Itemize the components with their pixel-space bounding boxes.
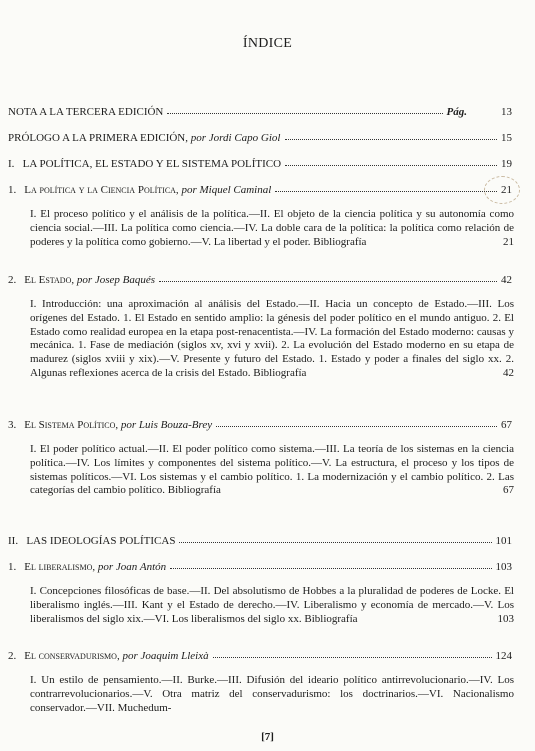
summary-text: I. Introducción: una aproximación al análisis del Estado.—II. Hacia un concepto de Estado.—III. Los orígenes del Estado. 1. El Estado en sentido amplio: la génesis del poder político en el mundo antiguo. 2. El Estado como realidad europea en la etapa post-renacentista.—IV. La formación del Estado moderno: causas y mecánica. 1. Fase de mediación (siglos xv, xvi y xvii). 2. La evolución del Estado moderno en su etapa de madurez (siglos xviii y xix).—V. Presente y futuro del Estado. 1. Estado y poder a finales del siglo xx. 2. Algunas reflexiones acerca de la crisis del Estado. Bibliografía <box>30 298 514 379</box>
entry-page: 42 <box>501 274 512 286</box>
entry-page: 19 <box>501 158 512 170</box>
chapter-author: por Josep Baqués <box>76 274 156 286</box>
pencil-circle-mark <box>484 176 520 204</box>
dot-leader <box>216 417 497 427</box>
summary-text: I. Un estilo de pensamiento.—II. Burke.—III. Difusión del ideario político antirrevolucionario.—IV. Los contrarrevolucionarios.—V. Otra matriz del conservadurismo: los doctrinarios.—VI. Nacionalismo conservador.—VII. Muchedum- <box>30 674 514 714</box>
chapter-liberalismo-summary <box>30 585 514 626</box>
toc-part-2 <box>8 533 512 549</box>
entry-page: 101 <box>495 535 512 547</box>
chapter-2-summary <box>30 298 514 381</box>
chapter-author: por Joan Antón <box>97 561 167 573</box>
entry-title: NOTA A LA TERCERA EDICIÓN <box>8 106 164 118</box>
toc-entry-prologo <box>8 130 512 146</box>
chapter-title: La política y la Ciencia Política, <box>24 184 179 196</box>
dot-leader <box>167 104 442 114</box>
chapter-number: 1. <box>8 184 17 196</box>
dot-leader <box>213 648 492 658</box>
entry-page: 67 <box>501 419 512 431</box>
dot-leader <box>159 272 497 282</box>
entry-page: 13 <box>501 106 512 118</box>
chapter-1-summary <box>30 208 514 249</box>
toc-entry-nota <box>8 104 512 120</box>
entry-page: 103 <box>495 561 512 573</box>
chapter-3-summary <box>30 443 514 498</box>
entry-page: 124 <box>495 650 512 662</box>
toc-part-1 <box>8 156 512 172</box>
summary-page: 67 <box>503 484 514 497</box>
page-number: [7] <box>261 731 274 743</box>
toc-chapter-conservadurismo <box>8 648 512 664</box>
dot-leader <box>285 156 497 166</box>
chapter-title: El Estado, <box>24 274 75 286</box>
page-title: ÍNDICE <box>242 36 293 51</box>
summary-text: I. Concepciones filosóficas de base.—II. Del absolutismo de Hobbes a la pluralidad de poderes de Locke. El liberalismo inglés.—III. Kant y el Estado de derecho.—IV. Liberalismo y economía de mercado.—V. Los liberalismos del siglo xix.—VI. Los liberalismos del siglo xx. Bibliografía <box>30 585 514 625</box>
chapter-title: El Sistema Político, <box>24 419 119 431</box>
entry-page: 21 <box>501 184 512 196</box>
summary-page: 103 <box>497 612 514 625</box>
chapter-author: por Miquel Caminal <box>181 184 272 196</box>
chapter-number: 3. <box>8 419 17 431</box>
summary-text: I. El poder político actual.—II. El poder político como sistema.—III. La teoría de los sistemas en la ciencia política.—IV. Los límites y componentes del sistema político.—V. La estructura, el proceso y los tipos de sistemas políticos.—VI. Los sistemas y el cambio político. 1. La modernización y el cambio político. 2. Las categorías del cambio político. Bibliografía <box>30 443 514 497</box>
dot-leader <box>170 559 491 569</box>
dot-leader <box>179 533 491 543</box>
pag-label: Pág. <box>446 106 467 118</box>
toc-chapter-2 <box>8 272 512 288</box>
toc-chapter-1 <box>8 182 512 198</box>
entry-title: PRÓLOGO A LA PRIMERA EDICIÓN, <box>8 132 188 144</box>
summary-text: I. El proceso político y el análisis de la política.—II. El objeto de la ciencia política y su autonomía como ciencia social.—III. La política como ciencia.—IV. La doble cara de la política: la política como relación de poderes y la política como gobierno.—V. La libertad y el poder. Bibliografía <box>30 208 514 248</box>
entry-author: por Jordi Capo Giol <box>190 132 281 144</box>
summary-page: 42 <box>503 366 514 379</box>
chapter-title: El conservadurismo, <box>24 650 120 662</box>
dot-leader <box>285 130 498 140</box>
toc-chapter-liberalismo <box>8 559 512 575</box>
entry-page: 15 <box>501 132 512 144</box>
chapter-number: 2. <box>8 650 17 662</box>
part-title: II. LAS IDEOLOGÍAS POLÍTICAS <box>8 535 176 547</box>
dot-leader <box>275 182 497 192</box>
toc-chapter-3 <box>8 417 512 433</box>
chapter-number: 2. <box>8 274 17 286</box>
summary-page: 21 <box>503 235 514 248</box>
chapter-title: El liberalismo, <box>24 561 96 573</box>
chapter-author: por Joaquim Lleixà <box>122 650 209 662</box>
part-title: I. LA POLÍTICA, EL ESTADO Y EL SISTEMA POLÍTICO <box>8 158 282 170</box>
chapter-conservadurismo-summary <box>30 674 514 715</box>
chapter-author: por Luis Bouza-Brey <box>120 419 213 431</box>
chapter-number: 1. <box>8 561 17 573</box>
